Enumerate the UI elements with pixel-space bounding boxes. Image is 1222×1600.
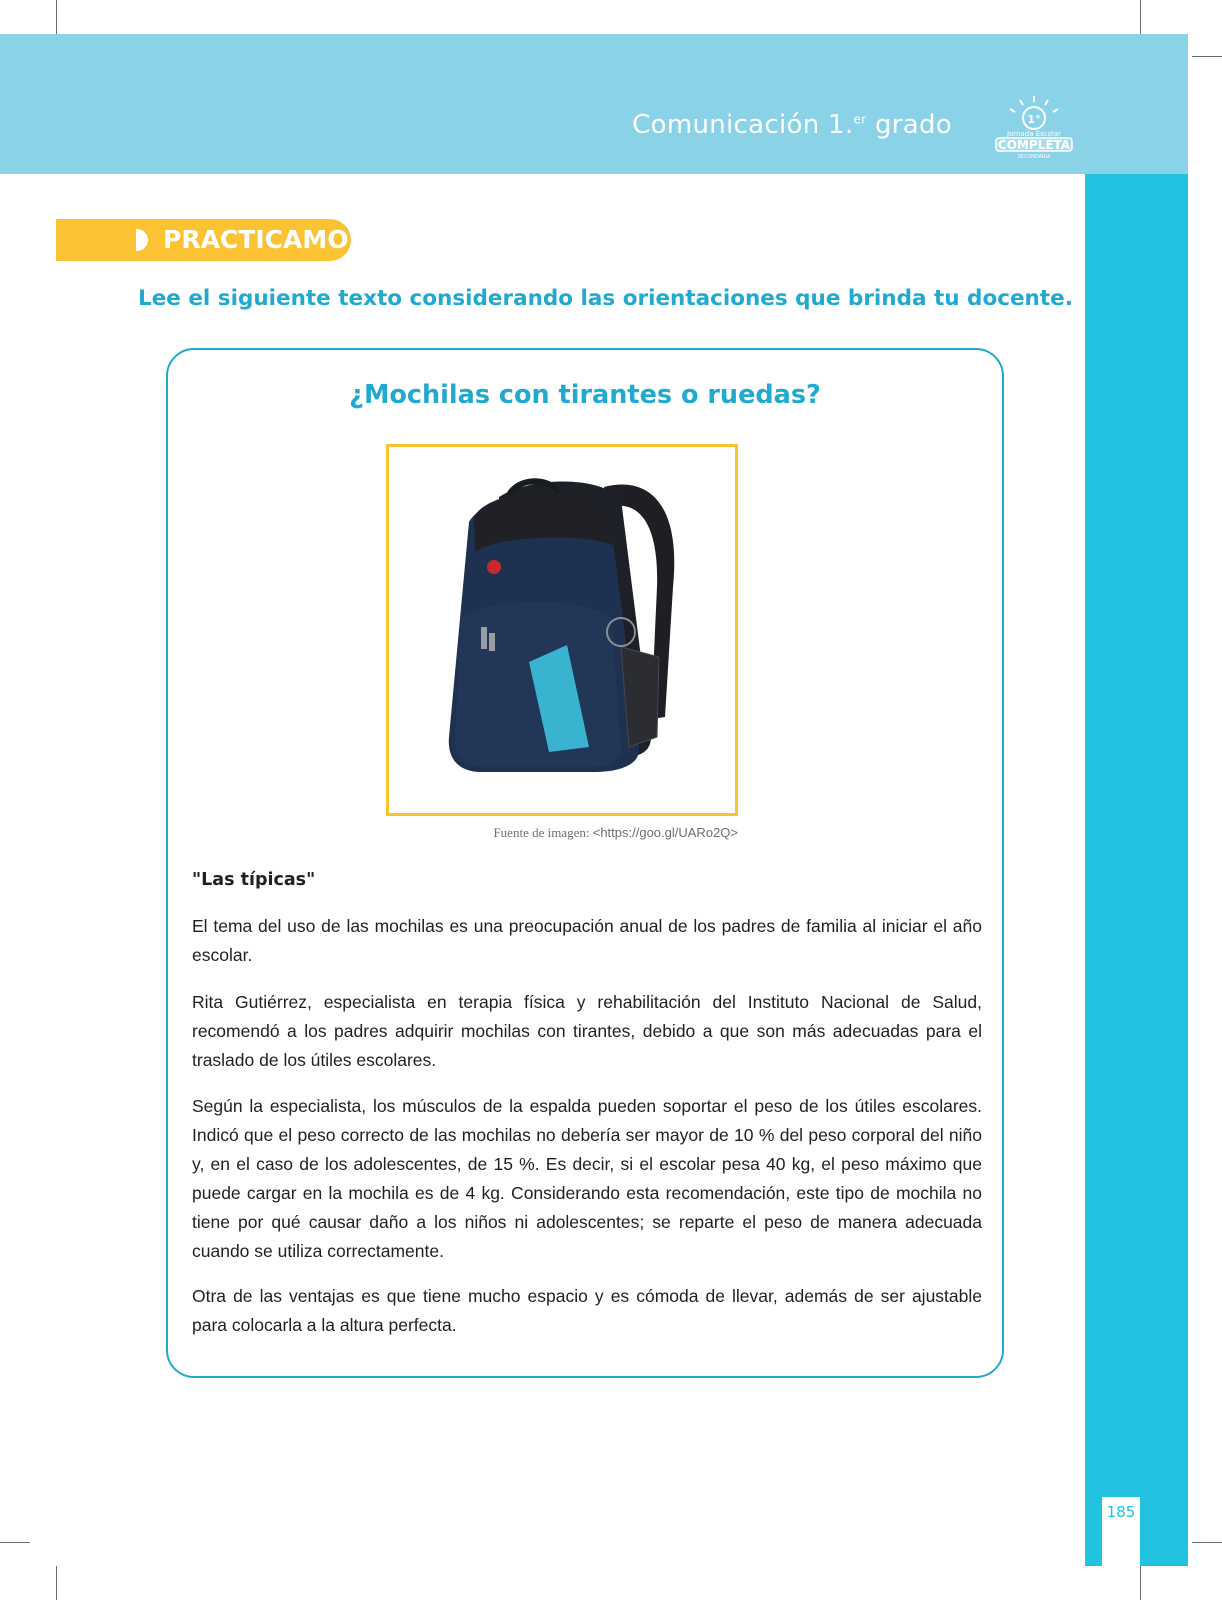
sun-logo-icon — [990, 94, 1078, 160]
logo-badge: 1° — [1027, 113, 1041, 126]
reading-card — [166, 348, 1004, 1378]
instruction-text: Lee el siguiente texto considerando las orientaciones que brinda tu docente. — [138, 286, 1073, 311]
logo-line2: COMPLETA — [997, 138, 1071, 152]
paragraph-4: Otra de las ventajas es que tiene mucho espacio y es cómoda de llevar, además de ser ajustable para colocarla a la altura perfecta. — [192, 1286, 982, 1335]
paragraph-1: El tema del uso de las mochilas es una preocupación anual de los padres de familia al iniciar el año escolar. — [192, 916, 982, 965]
paragraph-2: Rita Gutiérrez, especialista en terapia física y rehabilitación del Instituto Nacional de Salud, recomendó a los padres adquirir mochilas con tirantes, debido a que son más adecuadas para el traslado de los útiles escolares. — [192, 992, 982, 1070]
side-bar — [1085, 174, 1188, 1566]
section-label — [56, 219, 367, 261]
crop-mark — [1140, 0, 1141, 34]
grade-label: grado — [874, 110, 952, 140]
logo-line3: SECUNDARIA — [1017, 154, 1051, 160]
crop-mark — [1192, 56, 1222, 57]
crop-mark — [0, 1542, 30, 1543]
article-title: ¿Mochilas con tirantes o ruedas? — [349, 380, 821, 410]
section-label-text: PRACTICAMOS — [163, 225, 367, 254]
half-circle-icon — [136, 229, 148, 251]
paragraph-3: Según la especialista, los músculos de la espalda pueden soportar el peso de los útiles escolares. Indicó que el peso correcto de las mochilas no debería ser mayor de 10 % del peso corporal del niño y, en el caso de los adolescentes, de 15 %. Es decir, si el escolar pesa 40 kg, el peso máximo que puede cargar en la mochila es de 4 kg. Considerando esta recomendación, este tipo de mochila no tiene por qué causar daño a los niños ni adolescentes; se reparte el peso de manera adecuada cuando se utiliza correctamente. — [192, 1096, 982, 1261]
crop-mark — [56, 1566, 57, 1600]
backpack-image — [386, 444, 738, 816]
page-number-box — [1102, 1497, 1140, 1567]
crop-mark — [56, 0, 57, 34]
crop-mark — [1140, 1566, 1141, 1600]
page-number: 185 — [1106, 1503, 1136, 1521]
subject-label: Comunicación 1. — [632, 110, 854, 140]
logo-line1: Jornada Escolar — [1006, 130, 1062, 138]
caption-url: <https://goo.gl/UARo2Q> — [592, 825, 738, 840]
grade-superscript: er — [853, 112, 867, 127]
article-subtitle: "Las típicas" — [192, 870, 316, 890]
crop-mark — [1192, 1542, 1222, 1543]
header-title — [632, 110, 952, 140]
caption-prefix: Fuente de imagen: — [493, 825, 593, 840]
image-caption — [168, 825, 738, 841]
